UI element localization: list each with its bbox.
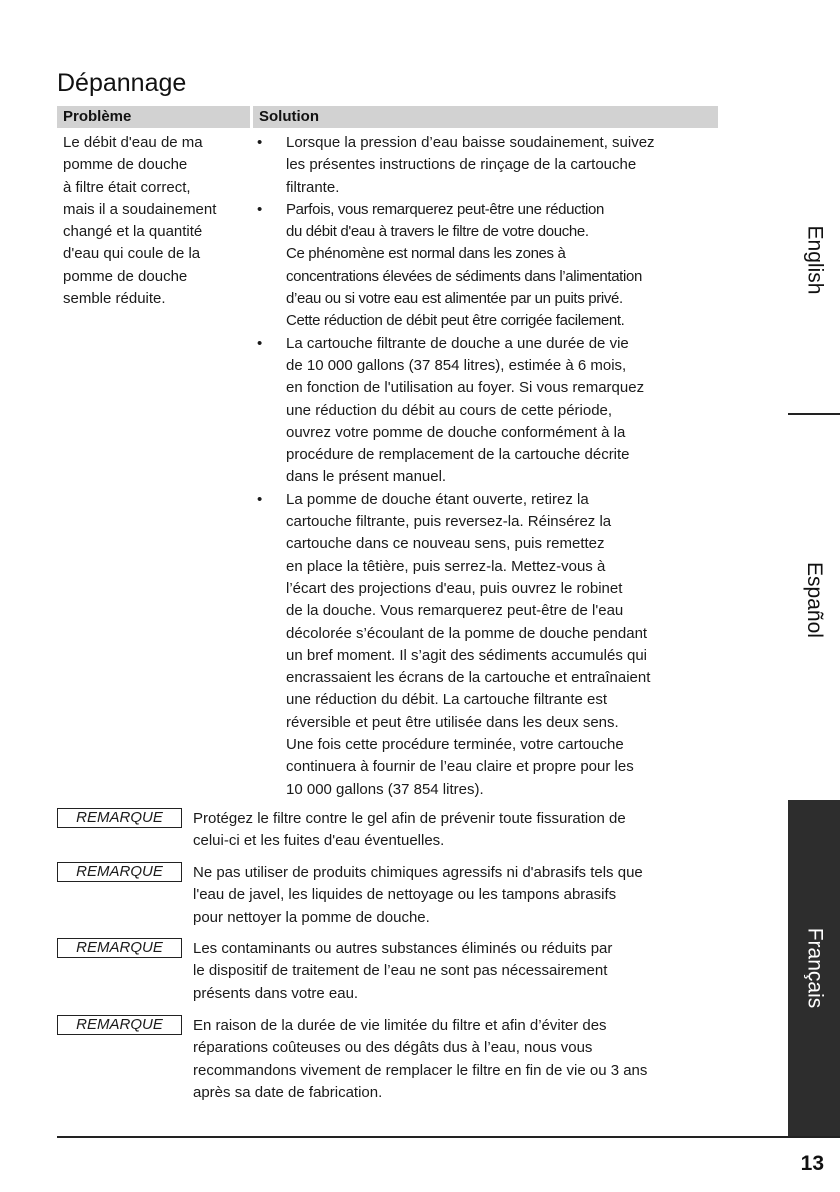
- solution-line: l’écart des projections d'eau, puis ouvrez le robinet: [286, 579, 623, 597]
- column-header-problem: Problème: [57, 106, 250, 128]
- note-line: après sa date de fabrication.: [193, 1083, 383, 1101]
- note-line: pour nettoyer la pomme de douche.: [193, 908, 430, 926]
- language-tab-francais[interactable]: [788, 800, 840, 1136]
- problem-line: mais il a soudainement: [63, 200, 217, 218]
- solution-line: 10 000 gallons (37 854 litres).: [286, 780, 484, 798]
- note-text: [193, 862, 733, 929]
- solution-line: de la douche. Vous remarquerez peut-être de l'eau: [286, 602, 624, 620]
- footer-rule: [57, 1136, 840, 1138]
- note-line: celui-ci et les fuites d'eau éventuelles.: [193, 832, 445, 850]
- solution-line: en place la têtière, puis serrez-la. Mettez-vous à: [286, 557, 606, 575]
- solution-item: [257, 199, 727, 333]
- solution-line: Cette réduction de débit peut être corrigée facilement.: [286, 312, 625, 330]
- solution-line: continuera à fournir de l’eau claire et propre pour les: [286, 758, 634, 776]
- problem-line: changé et la quantité: [63, 223, 203, 241]
- solution-line: cartouche filtrante, puis reversez-la. Réinsérez la: [286, 513, 612, 531]
- solution-line: encrassaient les écrans de la cartouche et entraînaient: [286, 669, 651, 687]
- solution-line: dans le présent manuel.: [286, 468, 447, 486]
- solution-line: procédure de remplacement de la cartouche décrite: [286, 446, 630, 464]
- solution-line: La cartouche filtrante de douche a une durée de vie: [286, 334, 629, 352]
- solution-line: Ce phénomène est normal dans les zones à: [286, 245, 566, 263]
- troubleshooting-table-header: [57, 106, 718, 128]
- column-header-solution: Solution: [253, 106, 718, 128]
- language-tab-label: Français: [803, 927, 826, 1009]
- solution-line: une réduction du débit. La cartouche filtrante est: [286, 691, 608, 709]
- problem-line: d'eau qui coule de la: [63, 245, 201, 263]
- note-line: l'eau de javel, les liquides de nettoyage ou les tampons abrasifs: [193, 886, 617, 904]
- solution-item: [257, 132, 727, 199]
- problem-line: Le débit d'eau de ma: [63, 134, 203, 151]
- page-title: Dépannage: [57, 68, 187, 97]
- solution-list: [257, 132, 727, 801]
- solution-line: les présentes instructions de rinçage de la cartouche: [286, 156, 637, 174]
- solution-line: d’eau ou si votre eau est alimentée par un puits privé.: [286, 290, 623, 308]
- note-line: Ne pas utiliser de produits chimiques agressifs ni d'abrasifs tels que: [193, 864, 643, 881]
- language-tab-label: English: [803, 225, 827, 295]
- side-divider: [788, 413, 840, 415]
- note-line: Les contaminants ou autres substances éliminés ou réduits par: [193, 940, 613, 957]
- solution-line: cartouche dans ce nouveau sens, puis remettez: [286, 535, 605, 553]
- note-text: [193, 1015, 733, 1104]
- problem-line: semble réduite.: [63, 290, 166, 308]
- solution-line: filtrante.: [286, 178, 340, 196]
- solution-line: en fonction de l'utilisation au foyer. Si vous remarquez: [286, 379, 645, 397]
- solution-item: [257, 333, 727, 489]
- solution-line: ouvrez votre pomme de douche conformément à la: [286, 423, 626, 441]
- remarque-label: REMARQUE: [57, 938, 182, 958]
- solution-line: concentrations élevées de sédiments dans l’alimentation: [286, 267, 642, 285]
- page-number: 13: [800, 1152, 824, 1175]
- bullet-mark: •: [257, 490, 263, 508]
- solution-line: une réduction du débit au cours de cette période,: [286, 401, 613, 419]
- solution-line: du débit d'eau à travers le filtre de votre douche.: [286, 223, 589, 241]
- note-text: [193, 808, 733, 853]
- note-line: Protégez le filtre contre le gel afin de prévenir toute fissuration de: [193, 810, 626, 827]
- note-line: réparations coûteuses ou des dégâts dus à l’eau, nous vous: [193, 1039, 593, 1057]
- solution-line: de 10 000 gallons (37 854 litres), estimée à 6 mois,: [286, 356, 627, 374]
- remarque-label: REMARQUE: [57, 862, 182, 882]
- remarque-label: REMARQUE: [57, 808, 182, 828]
- language-tab-english[interactable]: [788, 190, 840, 330]
- note-line: recommandons vivement de remplacer le filtre en fin de vie ou 3 ans: [193, 1061, 648, 1079]
- problem-line: à filtre était correct,: [63, 178, 191, 196]
- solution-item: [257, 489, 727, 801]
- note-text: [193, 938, 733, 1005]
- solution-line: Une fois cette procédure terminée, votre cartouche: [286, 736, 624, 754]
- bullet-mark: •: [257, 134, 263, 151]
- solution-line: La pomme de douche étant ouverte, retirez la: [286, 490, 589, 508]
- language-tab-label: Español: [803, 562, 827, 638]
- bullet-mark: •: [257, 334, 263, 352]
- solution-line: Parfois, vous remarquerez peut-être une réduction: [286, 200, 605, 218]
- solution-line: décolorée s’écoulant de la pomme de douche pendant: [286, 624, 648, 642]
- bullet-mark: •: [257, 200, 263, 218]
- note-line: présents dans votre eau.: [193, 984, 359, 1002]
- problem-line: pomme de douche: [63, 156, 188, 174]
- solution-line: un bref moment. Il s’agit des sédiments accumulés qui: [286, 646, 648, 664]
- problem-cell: [63, 132, 251, 310]
- solution-line: réversible et peut être utilisée dans les deux sens.: [286, 713, 619, 731]
- remarque-label: REMARQUE: [57, 1015, 182, 1035]
- note-line: le dispositif de traitement de l’eau ne sont pas nécessairement: [193, 962, 608, 980]
- note-line: En raison de la durée de vie limitée du filtre et afin d’éviter des: [193, 1017, 607, 1034]
- problem-line: pomme de douche: [63, 267, 188, 285]
- solution-line: Lorsque la pression d’eau baisse soudainement, suivez: [286, 134, 655, 151]
- language-tab-espanol[interactable]: [788, 520, 840, 680]
